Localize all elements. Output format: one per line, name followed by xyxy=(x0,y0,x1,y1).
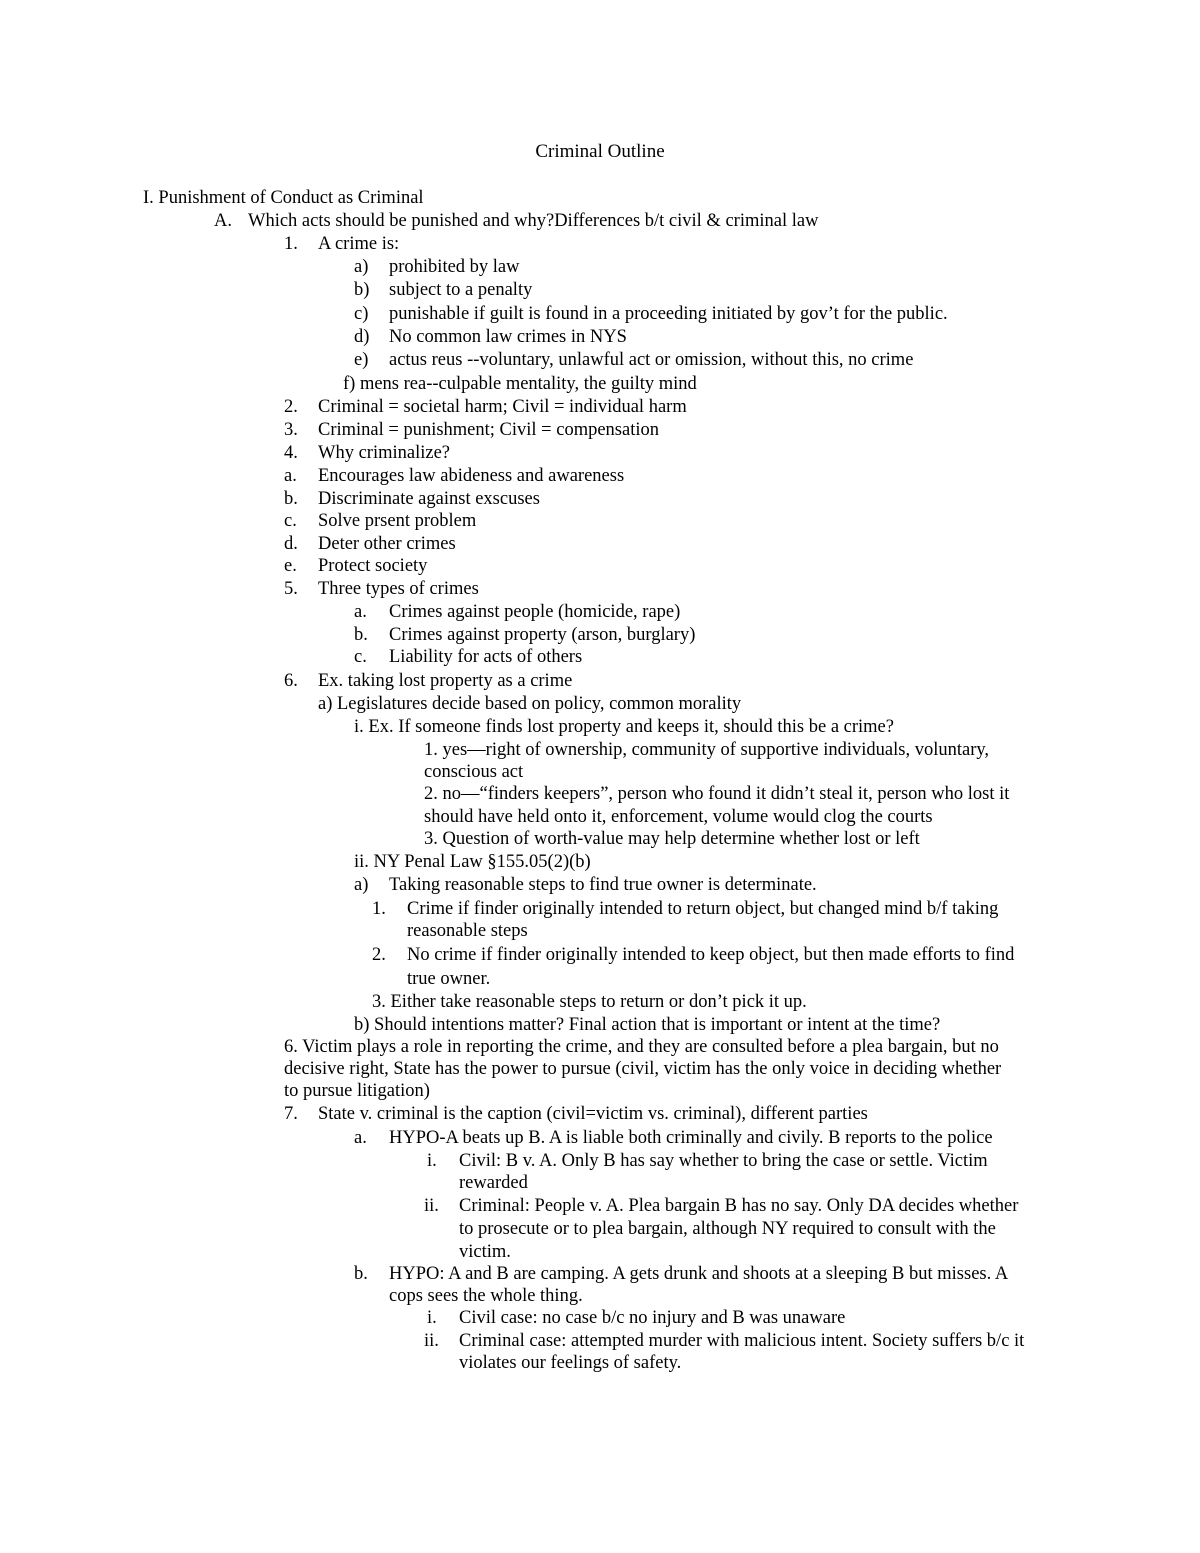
list-marker: i. xyxy=(427,1308,437,1328)
outline-line xyxy=(0,233,1200,256)
list-marker: 4. xyxy=(284,443,298,463)
list-marker: d) xyxy=(354,327,370,347)
outline-text: State v. criminal is the caption (civil=victim vs. criminal), different parties xyxy=(318,1104,868,1124)
outline-text: rewarded xyxy=(459,1173,528,1193)
outline-text: punishable if guilt is found in a proceeding initiated by gov’t for the public. xyxy=(389,304,948,324)
outline-line xyxy=(0,279,1200,302)
outline-text: to prosecute or to plea bargain, although NY required to consult with the xyxy=(459,1219,996,1239)
list-marker: 6. xyxy=(284,671,298,691)
outline-text: HYPO-A beats up B. A is liable both criminally and civily. B reports to the police xyxy=(389,1128,993,1148)
list-marker: ii. xyxy=(424,1196,439,1216)
outline-text: No crime if finder originally intended to keep object, but then made efforts to find xyxy=(407,945,1015,965)
outline-text: f) mens rea--culpable mentality, the guilty mind xyxy=(343,374,697,394)
outline-text: i. Ex. If someone finds lost property and keeps it, should this be a crime? xyxy=(354,717,894,737)
outline-line xyxy=(0,806,1200,829)
list-marker: c. xyxy=(354,647,367,667)
list-marker: 5. xyxy=(284,579,298,599)
outline-text: Solve prsent problem xyxy=(318,511,477,531)
outline-line xyxy=(0,968,1200,991)
outline-text: HYPO: A and B are camping. A gets drunk and shoots at a sleeping B but misses. A xyxy=(389,1264,1009,1284)
outline-text: subject to a penalty xyxy=(389,280,533,300)
outline-text: 6. Victim plays a role in reporting the crime, and they are consulted before a plea bargain, but no xyxy=(284,1037,999,1057)
outline-text: Protect society xyxy=(318,556,428,576)
list-marker: d. xyxy=(284,534,298,554)
outline-text: Three types of crimes xyxy=(318,579,479,599)
list-marker: c. xyxy=(284,511,297,531)
outline-text: reasonable steps xyxy=(407,921,528,941)
outline-line xyxy=(0,1127,1200,1150)
outline-line xyxy=(0,1080,1200,1103)
list-marker: 1. xyxy=(372,899,386,919)
outline-text: victim. xyxy=(459,1242,511,1262)
outline-text: a) Legislatures decide based on policy, common morality xyxy=(318,694,742,714)
outline-text: Crime if finder originally intended to return object, but changed mind b/f taking xyxy=(407,899,999,919)
list-marker: e) xyxy=(354,350,369,370)
outline-line xyxy=(0,1150,1200,1173)
list-marker: 1. xyxy=(284,234,298,254)
outline-text: violates our feelings of safety. xyxy=(459,1353,682,1373)
list-marker: e. xyxy=(284,556,297,576)
outline-text: 2. no—“finders keepers”, person who found it didn’t steal it, person who lost it xyxy=(424,784,1010,804)
list-marker: A. xyxy=(214,211,232,231)
outline-line xyxy=(0,488,1200,511)
list-marker: 3. xyxy=(284,420,298,440)
outline-line xyxy=(0,1330,1200,1353)
list-marker: a. xyxy=(354,602,367,622)
outline-line xyxy=(0,1352,1200,1375)
outline-text: Encourages law abideness and awareness xyxy=(318,466,625,486)
outline-text: true owner. xyxy=(407,969,491,989)
list-marker: b. xyxy=(354,1264,368,1284)
outline-text: conscious act xyxy=(424,762,524,782)
outline-text: Discriminate against exscuses xyxy=(318,489,540,509)
outline-line xyxy=(0,920,1200,943)
outline-line xyxy=(0,646,1200,669)
outline-text: Liability for acts of others xyxy=(389,647,583,667)
document-title: Criminal Outline xyxy=(535,141,665,162)
outline-text: 3. Either take reasonable steps to return or don’t pick it up. xyxy=(372,992,807,1012)
outline-line xyxy=(0,716,1200,739)
outline-text: Civil case: no case b/c no injury and B was unaware xyxy=(459,1308,846,1328)
outline-line xyxy=(0,944,1200,967)
outline-line xyxy=(0,874,1200,897)
outline-line xyxy=(0,624,1200,647)
outline-line xyxy=(0,256,1200,279)
outline-text: to pursue litigation) xyxy=(284,1081,430,1101)
list-marker: a) xyxy=(354,257,369,277)
outline-line xyxy=(0,1195,1200,1218)
list-marker: 2. xyxy=(372,945,386,965)
outline-line xyxy=(0,326,1200,349)
list-marker: 7. xyxy=(284,1104,298,1124)
outline-line xyxy=(0,1014,1200,1037)
outline-line xyxy=(0,210,1200,233)
outline-text: A crime is: xyxy=(318,234,400,254)
outline-line xyxy=(0,1172,1200,1195)
list-marker: c) xyxy=(354,304,369,324)
list-marker: b) xyxy=(354,280,370,300)
outline-text: Why criminalize? xyxy=(318,443,451,463)
outline-text: Ex. taking lost property as a crime xyxy=(318,671,573,691)
outline-text: 3. Question of worth-value may help determine whether lost or left xyxy=(424,829,920,849)
list-marker: a. xyxy=(284,466,297,486)
outline-text: prohibited by law xyxy=(389,257,520,277)
outline-text: 1. yes—right of ownership, community of supportive individuals, voluntary, xyxy=(424,740,990,760)
outline-line xyxy=(0,1218,1200,1241)
outline-line xyxy=(0,1241,1200,1264)
outline-text: Criminal = punishment; Civil = compensation xyxy=(318,420,659,440)
outline-line xyxy=(0,991,1200,1014)
outline-text: b) Should intentions matter? Final action that is important or intent at the time? xyxy=(354,1015,941,1035)
outline-line xyxy=(0,1285,1200,1308)
outline-line xyxy=(0,783,1200,806)
outline-line xyxy=(0,761,1200,784)
outline-text: No common law crimes in NYS xyxy=(389,327,627,347)
outline-text: Civil: B v. A. Only B has say whether to bring the case or settle. Victim xyxy=(459,1151,988,1171)
outline-text: cops sees the whole thing. xyxy=(389,1286,583,1306)
list-marker: a. xyxy=(354,1128,367,1148)
outline-line xyxy=(0,349,1200,372)
outline-line xyxy=(0,510,1200,533)
outline-line xyxy=(0,851,1200,874)
outline-line xyxy=(0,1036,1200,1059)
outline-line xyxy=(0,1307,1200,1330)
list-marker: b. xyxy=(284,489,298,509)
outline-line xyxy=(0,578,1200,601)
outline-line xyxy=(0,601,1200,624)
outline-text: actus reus --voluntary, unlawful act or omission, without this, no crime xyxy=(389,350,914,370)
outline-line xyxy=(0,898,1200,921)
outline-line xyxy=(0,739,1200,762)
outline-line xyxy=(0,303,1200,326)
list-marker: i. xyxy=(427,1151,437,1171)
outline-line xyxy=(0,555,1200,578)
outline-line xyxy=(0,533,1200,556)
outline-text: Criminal = societal harm; Civil = individual harm xyxy=(318,397,687,417)
outline-line xyxy=(0,187,1200,210)
outline-text: Taking reasonable steps to find true owner is determinate. xyxy=(389,875,817,895)
list-marker: ii. xyxy=(424,1331,439,1351)
outline-line xyxy=(0,1263,1200,1286)
outline-line xyxy=(0,419,1200,442)
outline-text: Deter other crimes xyxy=(318,534,456,554)
outline-line xyxy=(0,1058,1200,1081)
outline-line xyxy=(0,828,1200,851)
outline-text: Crimes against property (arson, burglary) xyxy=(389,625,696,645)
outline-text: Crimes against people (homicide, rape) xyxy=(389,602,681,622)
list-marker: b. xyxy=(354,625,368,645)
outline-line xyxy=(0,442,1200,465)
outline-line xyxy=(0,693,1200,716)
list-marker: 2. xyxy=(284,397,298,417)
outline-text: Which acts should be punished and why?Differences b/t civil & criminal law xyxy=(248,211,819,231)
outline-text: Criminal: People v. A. Plea bargain B has no say. Only DA decides whether xyxy=(459,1196,1019,1216)
outline-line xyxy=(0,373,1200,396)
outline-line xyxy=(0,670,1200,693)
outline-text: I. Punishment of Conduct as Criminal xyxy=(143,188,424,208)
outline-text: ii. NY Penal Law §155.05(2)(b) xyxy=(354,852,591,872)
outline-line xyxy=(0,465,1200,488)
outline-text: should have held onto it, enforcement, volume would clog the courts xyxy=(424,807,933,827)
outline-line xyxy=(0,1103,1200,1126)
outline-text: decisive right, State has the power to pursue (civil, victim has the only voice in deciding whether xyxy=(284,1059,1002,1079)
outline-line xyxy=(0,396,1200,419)
list-marker: a) xyxy=(354,875,369,895)
outline-text: Criminal case: attempted murder with malicious intent. Society suffers b/c it xyxy=(459,1331,1025,1351)
